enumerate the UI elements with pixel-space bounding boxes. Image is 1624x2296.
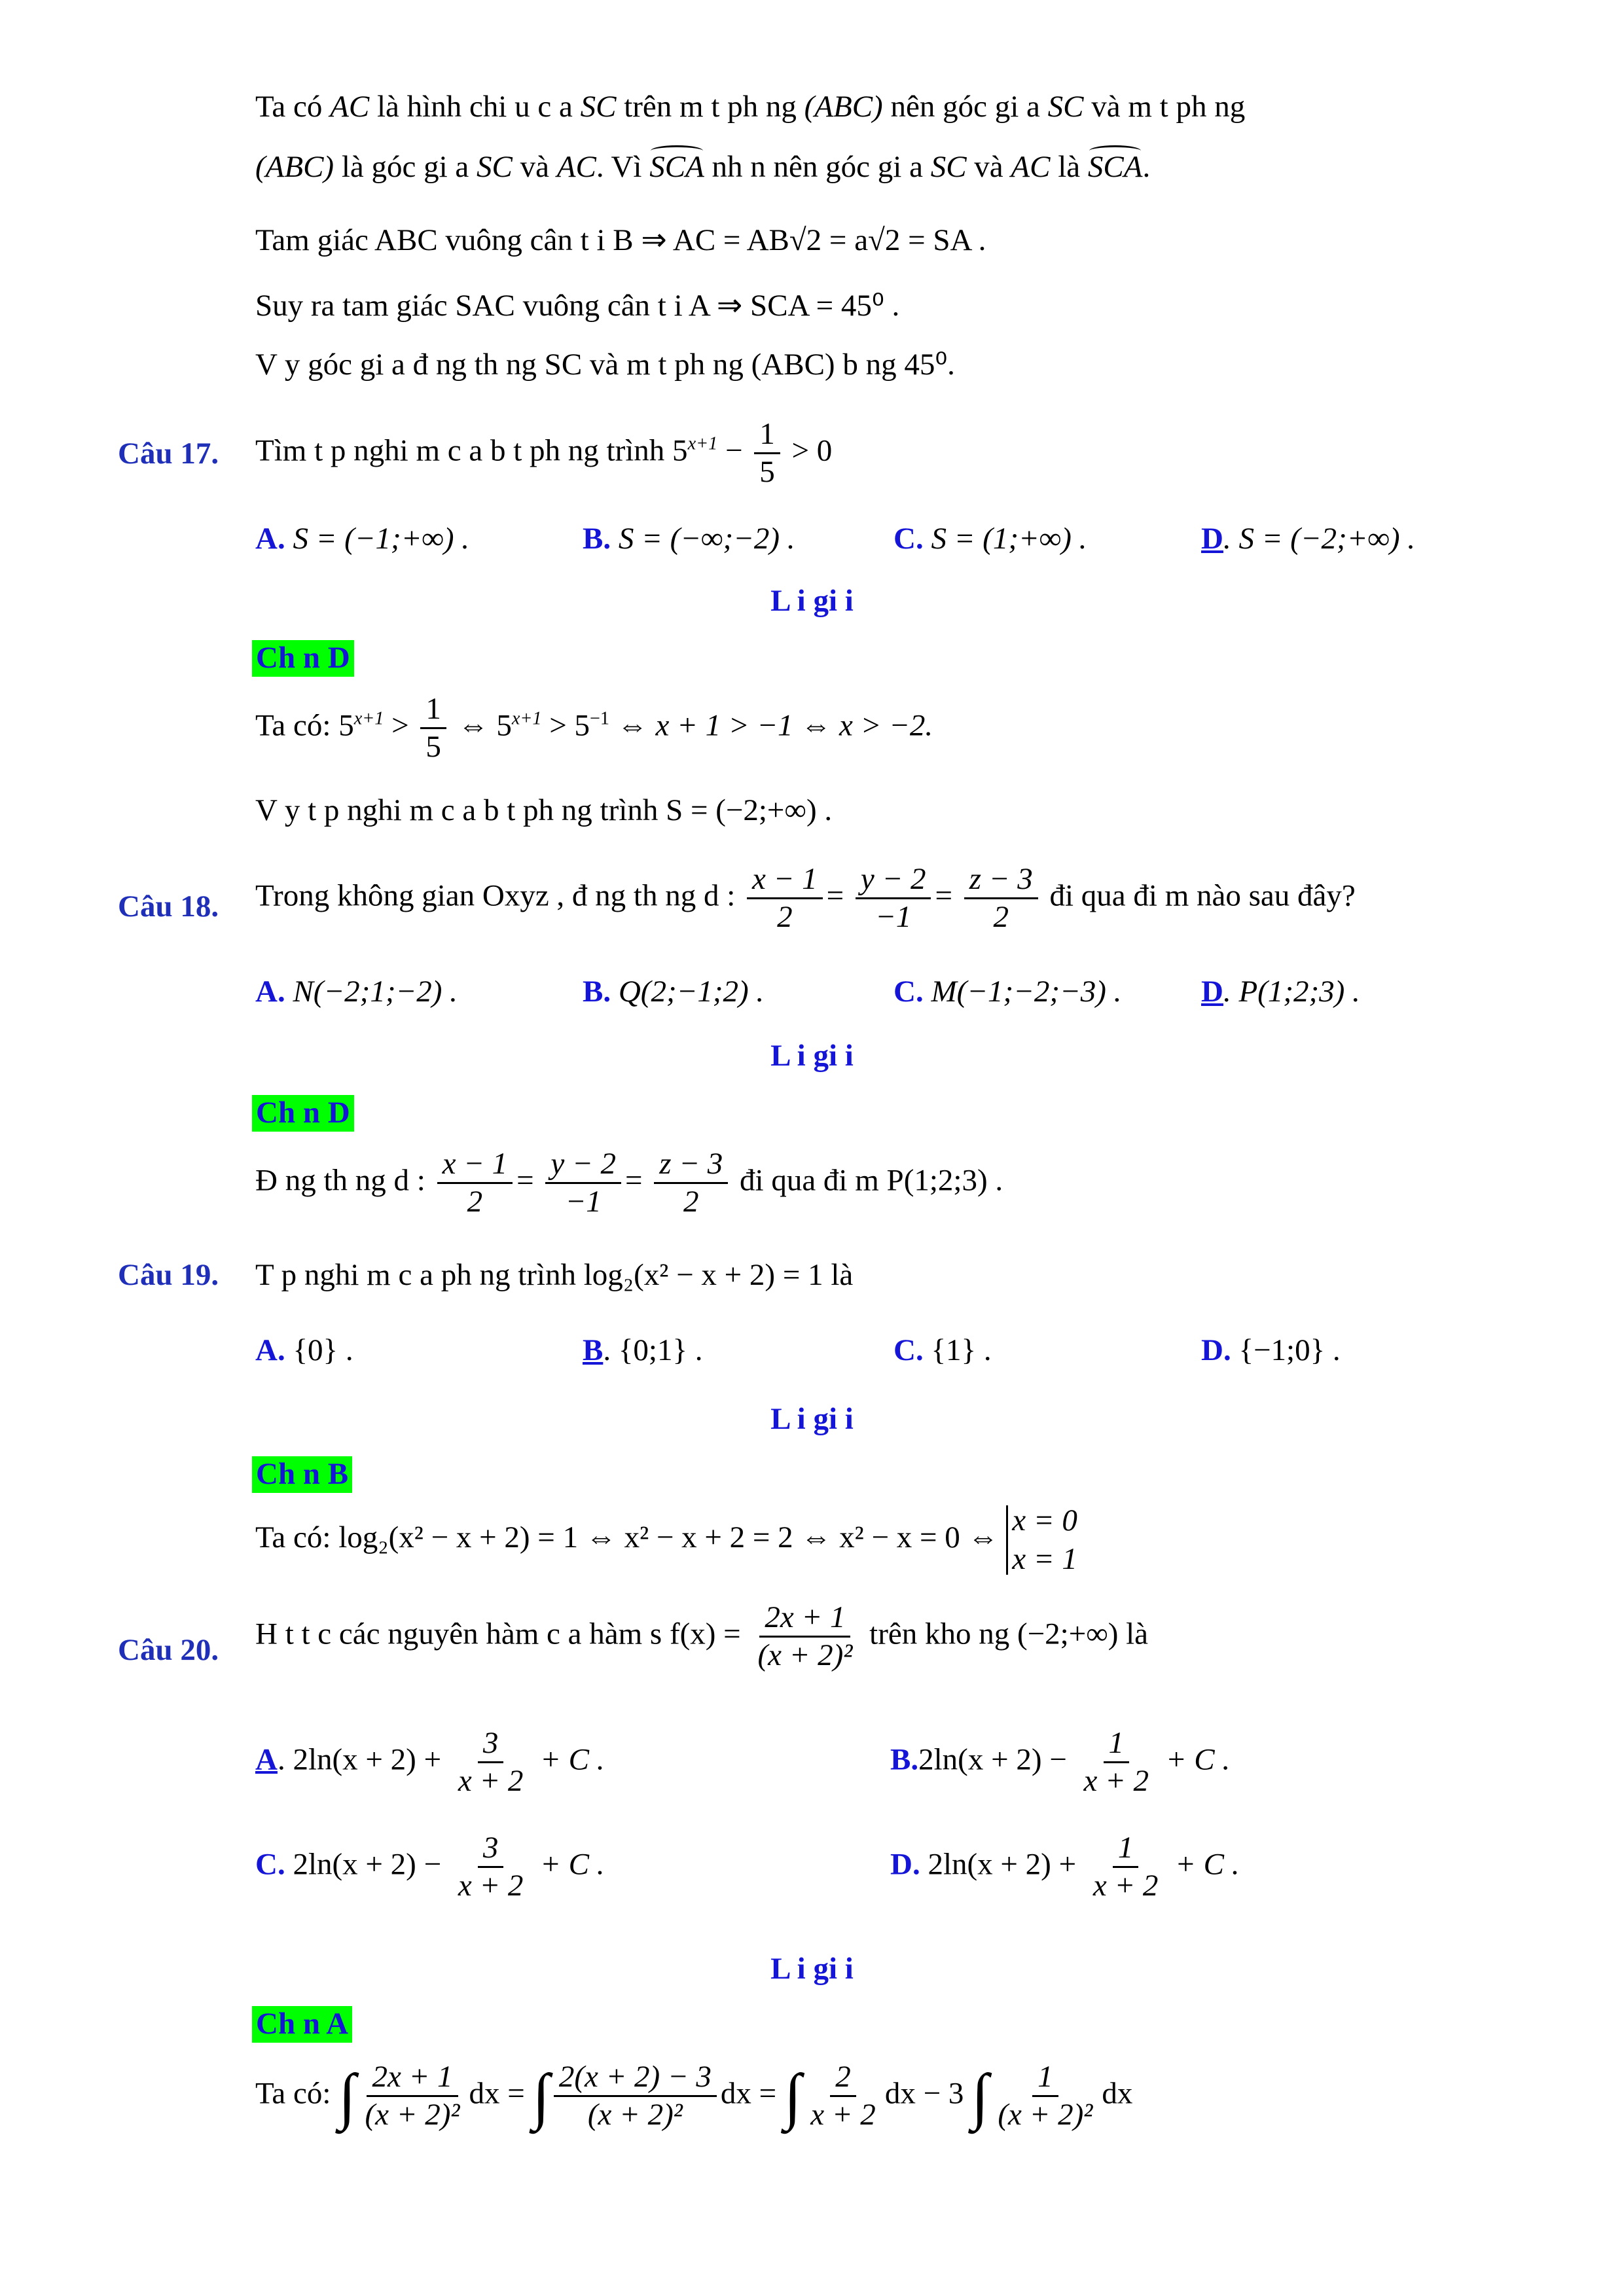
text: dx [720,2076,751,2111]
fraction [420,694,446,762]
question-20-label: Câu 20. [118,1633,219,1667]
case: x = 0 [1012,1503,1077,1537]
numerator: x − 1 [437,1149,513,1184]
numerator: 1 [754,419,780,454]
option-letter: D. [1201,1333,1231,1367]
text: trên kho ng (−2;+∞) là [869,1617,1149,1651]
denominator: x + 2 [1092,1869,1159,1903]
q18-option-c[interactable] [893,977,1121,1007]
fraction [545,1149,621,1217]
q17-option-c[interactable] [893,524,1087,554]
fraction [964,864,1038,933]
text: Ta có: [255,2076,331,2111]
option-letter: D. [890,1847,920,1882]
exponent: x+1 [511,708,542,729]
option-value: {1} . [931,1333,992,1367]
math-ABC: (ABC) [804,90,883,124]
option-value: Q(2;−1;2) . [618,975,765,1009]
fraction [1078,1728,1154,1797]
intro-line-2: (ABC) là góc gi a SC và AC. Vì SCA nh n nên góc gi a SC và AC là SCA. [255,150,1151,184]
fraction [453,1728,529,1797]
text: là [1058,150,1081,184]
intro-line-5: V y góc gi a đ ng th ng SC và m t ph ng (ABC) b ng 45⁰. [255,348,955,382]
denominator: x + 2 [810,2098,876,2132]
answer-badge: Ch n D [252,1095,354,1132]
q20-option-d[interactable] [890,1833,1239,1901]
math-SC: SC [477,150,513,184]
fraction [453,1833,529,1901]
option-letter: B. [890,1742,919,1777]
option-letter: D [1201,975,1223,1009]
numerator: z − 3 [654,1149,728,1184]
fraction [360,2062,465,2130]
math-ABC: (ABC) [255,150,334,184]
text: > 5 [549,708,590,743]
option-letter: D [1201,522,1223,556]
denominator: 2 [467,1185,483,1219]
option-letter: A. [255,522,285,556]
solution-heading: L i gi i [770,1039,854,1073]
denominator: 5 [759,455,775,489]
option-letter: C. [255,1847,285,1882]
text: Đ ng th ng d : [255,1163,425,1198]
q19-option-d[interactable] [1201,1335,1341,1366]
fraction [554,2062,717,2130]
option-value: {0} . [293,1333,353,1367]
q18-option-b[interactable] [583,977,764,1007]
option-value: S = (1;+∞) . [931,522,1087,556]
math-AC: AC [330,90,370,124]
numerator: 2 [830,2062,856,2097]
text: Trong không gian Oxyz , đ ng th ng d : [255,878,736,913]
option-letter: B [583,1333,604,1367]
option-value: . {0;1} . [603,1333,703,1367]
option-letter: C. [893,1333,924,1367]
numerator: x − 1 [747,864,823,899]
option-text: + C . [1175,1847,1240,1882]
fraction [805,2062,881,2130]
q17-solution-line-1 [255,694,933,762]
q20-option-c[interactable] [255,1833,604,1901]
intro-line-1 [255,92,1245,122]
text: là hình chi u c a [376,90,573,124]
denominator: −1 [875,900,912,934]
q17-option-b[interactable] [583,524,795,554]
option-text: . 2ln(x + 2) + [277,1742,442,1777]
option-letter: C. [893,522,924,556]
math-AC: AC [556,150,596,184]
numerator: 3 [478,1728,504,1763]
solution-heading: L i gi i [770,1402,854,1436]
fraction [654,1149,728,1217]
option-value: M(−1;−2;−3) . [931,975,1122,1009]
text: và [520,150,550,184]
integral-sign: ∫ [971,2060,989,2131]
math-AC: AC [1011,150,1051,184]
denominator: 5 [425,730,441,764]
q19-option-a[interactable] [255,1335,353,1366]
fraction [747,864,823,933]
text: > 0 [791,433,833,468]
q20-option-b[interactable] [890,1728,1230,1797]
question-18-text: Trong không gian Oxyz , đ ng th ng d : $\frac{x - 1}{2}$ = $\frac{y - 2}{-1}$ = $\frac{z - 3}{2}$ đi qua đi m nào sau đây? [255,862,1356,934]
numerator: 2x + 1 [759,1602,850,1638]
integral-sign: ∫ [784,2060,802,2131]
text: đi qua đi m nào sau đây? [1049,878,1356,913]
q19-solution-line [255,1505,1077,1575]
exponent: x+1 [353,708,384,729]
option-text: + C . [1165,1742,1231,1777]
option-value: {−1;0} . [1238,1333,1341,1367]
option-value: S = (−1;+∞) . [293,522,470,556]
text: = [759,2076,777,2111]
math-angle-SCA: SCA [649,150,704,184]
question-19-text: T p nghi m c a ph ng trình log₂(x² − x + 2) = 1 là [255,1258,854,1292]
fraction [856,864,931,933]
text: H t t c các nguyên hàm c a hàm s f(x) = [255,1617,741,1651]
integral-sign: ∫ [338,2060,356,2131]
numerator: 3 [478,1833,504,1868]
text: Ta có: log₂(x² − x + 2) = 1 ⇔ x² − x + 2 = 2 ⇔ x² − x = 0 ⇔ [255,1520,999,1554]
numerator: y − 2 [545,1149,621,1184]
case: x = 1 [1012,1542,1077,1576]
text: trên m t ph ng [624,90,797,124]
text: đi qua đi m P(1;2;3) . [740,1163,1003,1198]
answer-badge: Ch n A [252,2006,352,2043]
q19-option-c[interactable] [893,1335,992,1366]
text: dx [469,2076,500,2111]
question-18-label: Câu 18. [118,889,219,924]
numerator: 1 [1104,1728,1130,1763]
q17-option-a[interactable] [255,524,469,554]
exponent: x+1 [687,433,718,454]
fraction [752,1602,857,1671]
q20-solution-line [255,2062,1132,2130]
denominator: (x + 2)² [998,2098,1093,2132]
option-letter: A [255,1742,278,1777]
math-angle-SCA: SCA [1087,150,1143,184]
text: ⇔ 5 [458,708,512,743]
option-letter: A. [255,975,285,1009]
option-letter: B. [583,522,611,556]
case-bracket [1006,1505,1077,1575]
denominator: −1 [565,1185,602,1219]
text: = [507,2076,525,2111]
denominator: x + 2 [1083,1764,1149,1798]
question-19-label: Câu 19. [118,1258,219,1292]
text: Ta có: 5 [255,708,354,743]
option-value: . P(1;2;3) . [1223,975,1360,1009]
fraction [1088,1833,1164,1901]
math-SC: SC [930,150,967,184]
text: nên góc gi a [890,90,1040,124]
denominator: 2 [777,900,793,934]
option-value: . S = (−2;+∞) . [1223,522,1416,556]
option-value: S = (−∞;−2) . [618,522,795,556]
option-letter: B. [583,975,611,1009]
answer-badge: Ch n B [252,1456,352,1493]
option-text: + C . [540,1742,605,1777]
option-text: 2ln(x + 2) − [293,1847,442,1882]
question-20-text [255,1602,1148,1671]
text: nh n nên góc gi a [712,150,923,184]
intro-line-4: Suy ra tam giác SAC vuông cân t i A ⇒ SCA = 45⁰ . [255,289,900,323]
numerator: 1 [420,694,446,729]
text: và m t ph ng [1091,90,1246,124]
text: > [391,708,409,743]
denominator: x + 2 [458,1869,524,1903]
denominator: x + 2 [458,1764,524,1798]
text: dx [884,2076,916,2111]
solution-heading: L i gi i [770,1952,854,1986]
intro-line-3: Tam giác ABC vuông cân t i B ⇒ AC = AB√2 = a√2 = SA . [255,223,986,257]
text: . Vì [596,150,642,184]
numerator: 2(x + 2) − 3 [554,2062,717,2097]
denominator: 2 [683,1185,699,1219]
denominator: 2 [993,900,1009,934]
integral-sign: ∫ [532,2060,550,2131]
fraction [754,419,780,488]
q18-option-a[interactable] [255,977,458,1007]
q20-option-a[interactable] [255,1728,604,1797]
question-17-label: Câu 17. [118,437,219,471]
q17-solution-line-2: V y t p nghi m c a b t ph ng trình S = (−2;+∞) . [255,793,833,827]
option-text: 2ln(x + 2) + [928,1847,1077,1882]
text: và [974,150,1003,184]
denominator: (x + 2)² [365,2098,460,2132]
q17-option-d[interactable] [1201,524,1415,554]
answer-badge: Ch n D [252,640,354,677]
fraction [992,2062,1098,2130]
solution-heading: L i gi i [770,584,854,618]
denominator: (x + 2)² [587,2098,683,2132]
text: là góc gi a [341,150,469,184]
option-letter: A. [255,1333,285,1367]
question-17-text [255,419,832,488]
q19-option-b[interactable] [583,1335,703,1366]
option-value: N(−2;1;−2) . [293,975,458,1009]
option-letter: C. [893,975,924,1009]
numerator: 1 [1113,1833,1139,1868]
option-text: 2ln(x + 2) − [918,1742,1067,1777]
denominator: (x + 2)² [757,1638,853,1672]
text: ⇔ x + 1 > −1 ⇔ x > −2. [617,708,933,743]
math-SC: SC [580,90,617,124]
numerator: 2x + 1 [367,2062,458,2097]
text: Ta có [255,90,323,124]
numerator: z − 3 [964,864,1038,899]
fraction [437,1149,513,1217]
exponent: −1 [590,708,610,729]
text: Tìm t p nghi m c a b t ph ng trình 5 [255,433,688,468]
text: dx [1102,2076,1133,2111]
numerator: y − 2 [856,864,931,899]
q18-solution-line: Đ ng th ng d : $\frac{x - 1}{2}$ = $\frac{y - 2}{-1}$ = $\frac{z - 3}{2}$ đi qua đi m P(1;2;3) . [255,1147,1003,1219]
text: − [725,433,743,468]
option-text: + C . [540,1847,605,1882]
q18-option-d[interactable] [1201,977,1360,1007]
math-SC: SC [1047,90,1084,124]
text: − 3 [923,2076,964,2111]
numerator: 1 [1032,2062,1058,2097]
